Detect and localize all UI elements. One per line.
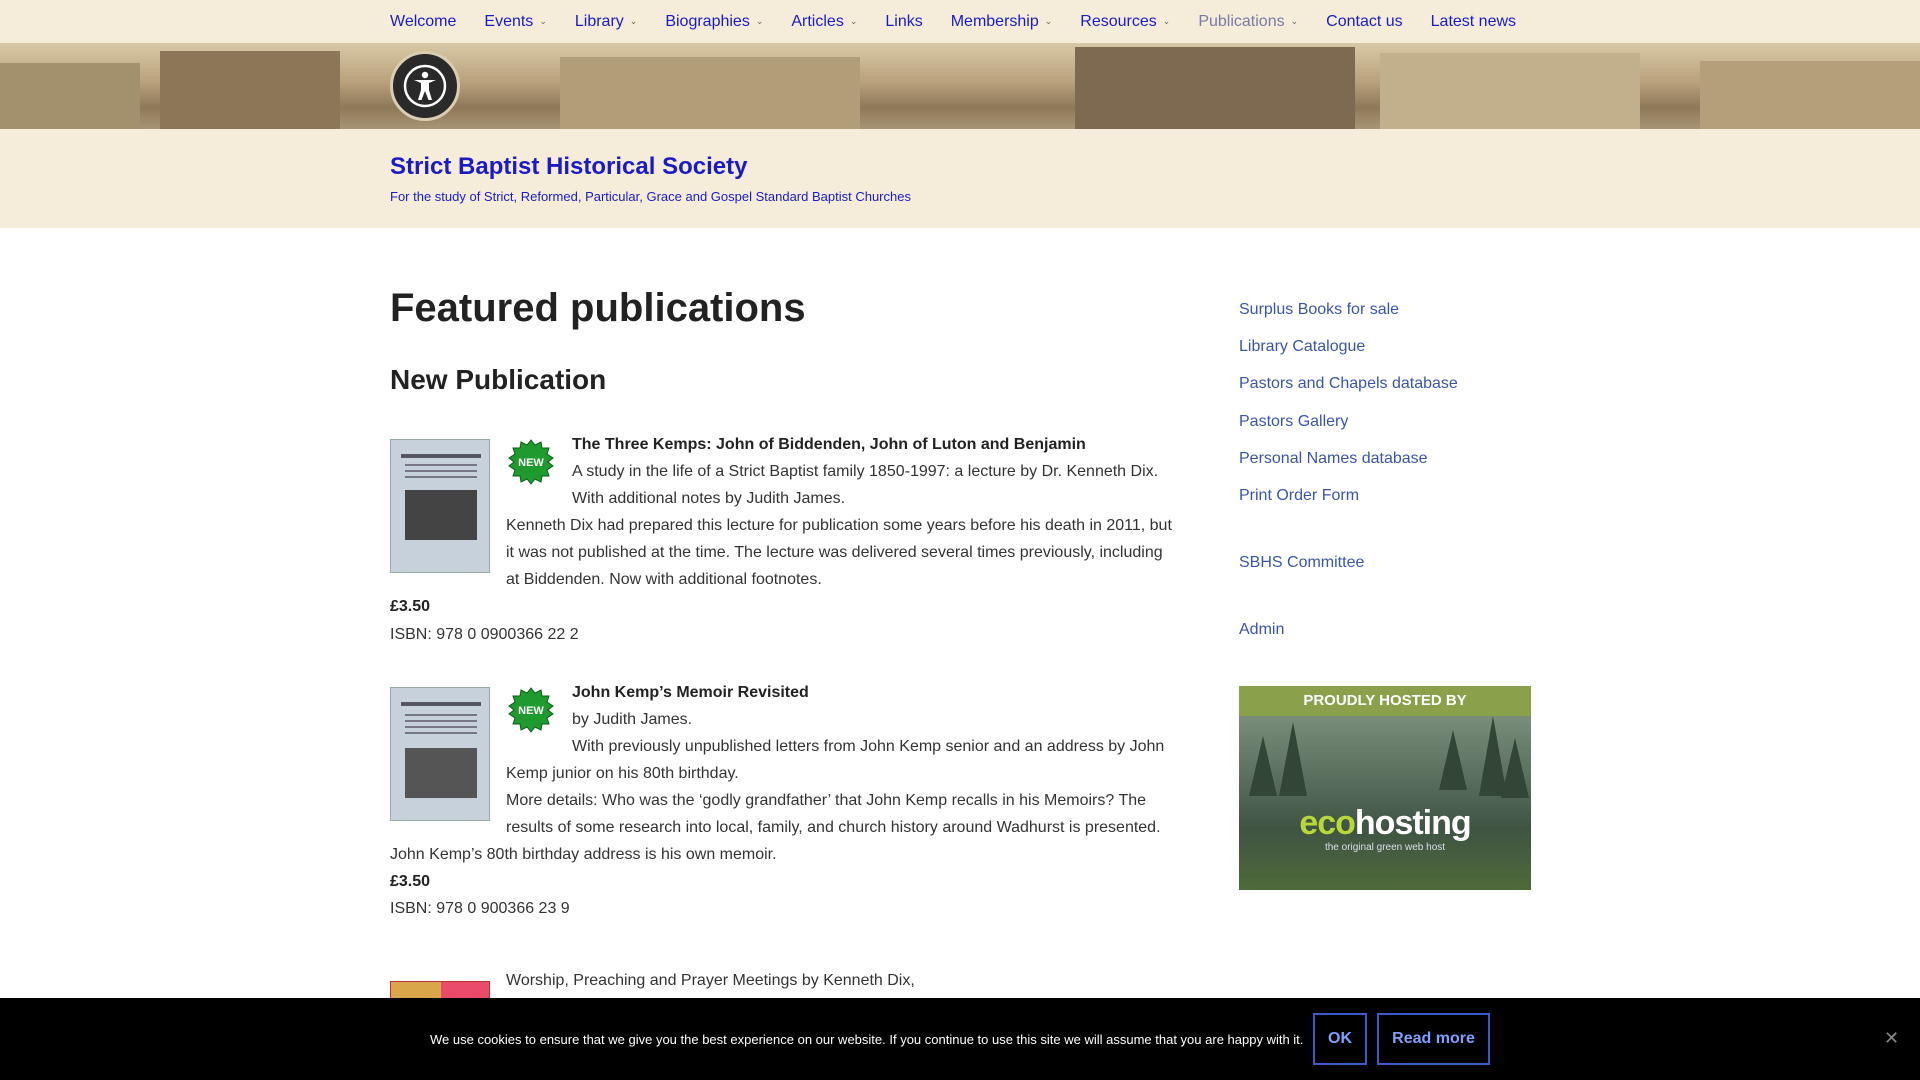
sidebar-link-personal-names-database[interactable]: Personal Names database [1239, 450, 1428, 467]
sidebar-link-pastors-chapels-database[interactable]: Pastors and Chapels database [1239, 375, 1458, 392]
header-banner-image [0, 43, 1920, 129]
banner-building [1700, 61, 1920, 129]
hosted-by-banner[interactable] [1239, 686, 1531, 890]
nav-item-resources[interactable] [1080, 13, 1170, 31]
chevron-down-icon[interactable]: ⌄ [849, 16, 858, 26]
publication-text: Kemp junior on his 80th birthday. [506, 765, 739, 782]
chevron-down-icon[interactable]: ⌄ [629, 16, 638, 26]
sidebar-link-pastors-gallery[interactable]: Pastors Gallery [1239, 413, 1349, 430]
banner-building [160, 51, 340, 129]
publication-text: With additional notes by Judith James. [572, 490, 846, 507]
site-header [0, 129, 1920, 228]
nav-item-articles[interactable] [791, 13, 857, 31]
publication-isbn: ISBN: 978 0 900366 23 9 [390, 900, 570, 917]
banner-building [1380, 53, 1640, 129]
publication-text: John Kemp’s 80th birthday address is his own memoir. [390, 846, 777, 863]
nav-item-publications[interactable] [1198, 13, 1298, 31]
new-badge-icon [508, 439, 554, 485]
chevron-down-icon[interactable]: ⌄ [1162, 16, 1171, 26]
publication-text: A study in the life of a Strict Baptist family 1850-1997: a lecture by Dr. Kenneth Dix. [572, 463, 1159, 480]
cookie-read-more-button[interactable]: Read more [1377, 1013, 1490, 1065]
nav-label: Biographies [665, 12, 750, 30]
nav-item-library[interactable] [575, 13, 637, 31]
cover-text-line [405, 714, 477, 716]
nav-label: Library [574, 12, 624, 30]
banner-building [1075, 47, 1355, 129]
cookie-notice-bar [0, 998, 1920, 1080]
publication-text: Worship, Preaching and Prayer Meetings by Kenneth Dix, [506, 972, 915, 989]
banner-building [560, 57, 860, 129]
nav-label: Membership [950, 12, 1039, 30]
publication-text: results of some research into local, family, and church history around Wadhurst is presented. [506, 819, 1161, 836]
publication-price: £3.50 [390, 598, 431, 615]
sidebar-link-surplus-books[interactable]: Surplus Books for sale [1239, 301, 1400, 318]
publication-text: With previously unpublished letters from John Kemp senior and an address by John [572, 738, 1165, 755]
publication-text: it was not published at the time. The lecture was delivered several times previously, including [506, 544, 1163, 561]
nav-label: Articles [791, 12, 844, 30]
ecohosting-logo [1239, 804, 1531, 843]
cover-text-line [405, 470, 477, 472]
nav-label: Latest news [1430, 12, 1517, 30]
chevron-down-icon[interactable]: ⌄ [1044, 16, 1053, 26]
nav-label: Links [885, 12, 923, 30]
logo-prefix: eco [1299, 804, 1355, 842]
publication-text: by Judith James. [572, 711, 693, 728]
nav-label: Publications [1198, 12, 1285, 30]
sidebar-link-sbhs-committee[interactable]: SBHS Committee [1239, 554, 1365, 571]
nav-label: Contact us [1326, 12, 1403, 30]
accessibility-button[interactable] [390, 51, 460, 121]
sidebar-link-admin[interactable]: Admin [1239, 621, 1285, 638]
cover-text-line [405, 720, 477, 722]
publication-price: £3.50 [390, 873, 431, 890]
cover-text-line [405, 464, 477, 466]
cover-photo [405, 748, 477, 798]
tree-shape [1249, 736, 1277, 796]
cover-text-line [405, 732, 477, 734]
cover-text-line [405, 476, 477, 478]
nav-item-links[interactable] [885, 13, 922, 31]
nav-item-welcome[interactable] [390, 13, 456, 31]
tree-shape [1439, 730, 1467, 790]
site-tagline: For the study of Strict, Reformed, Particular, Grace and Gospel Standard Baptist Churches [390, 189, 911, 204]
nav-item-latest-news[interactable] [1431, 13, 1516, 31]
tree-shape [1279, 722, 1307, 796]
publication-text: More details: Who was the ‘godly grandfather’ that John Kemp recalls in his Memoirs? The [506, 792, 1147, 809]
ecohosting-tagline: the original green web host [1324, 842, 1446, 853]
banner-building [0, 63, 140, 129]
sidebar-link-print-order-form[interactable]: Print Order Form [1239, 487, 1360, 504]
chevron-down-icon[interactable]: ⌄ [539, 16, 547, 26]
nav-item-events[interactable] [484, 13, 546, 31]
chevron-down-icon[interactable]: ⌄ [1290, 16, 1299, 26]
nav-label: Events [484, 12, 534, 30]
new-badge-icon [508, 687, 554, 733]
chevron-down-icon[interactable]: ⌄ [755, 16, 764, 26]
close-icon[interactable]: ✕ [1884, 1028, 1900, 1048]
cookie-ok-button[interactable]: OK [1313, 1013, 1367, 1065]
cover-title-bar [401, 702, 481, 706]
publication-text: at Biddenden. Now with additional footnotes. [506, 571, 822, 588]
cookie-message: We use cookies to ensure that we give you the best experience on our website. If you continue to use this site we will assume that you are happy with it. [430, 1032, 1304, 1047]
badge-label: NEW [518, 705, 544, 717]
nav-menu [390, 0, 1544, 43]
top-navigation [0, 0, 1920, 43]
site-title[interactable]: Strict Baptist Historical Society [390, 153, 748, 180]
nav-item-membership[interactable] [951, 13, 1053, 31]
nav-item-contact-us[interactable] [1326, 13, 1402, 31]
cover-photo [405, 490, 477, 540]
publication-text: Kenneth Dix had prepared this lecture for publication some years before his death in 2011, but [506, 517, 1172, 534]
book-cover-image[interactable] [390, 439, 490, 573]
cover-text-line [405, 726, 477, 728]
book-cover-image[interactable] [390, 687, 490, 821]
page-title: Featured publications [390, 286, 806, 330]
tree-shape [1501, 738, 1529, 798]
cover-title-bar [401, 454, 481, 458]
nav-label: Resources [1080, 12, 1157, 30]
nav-item-biographies[interactable] [665, 13, 763, 31]
publication-title: The Three Kemps: John of Biddenden, John of Luton and Benjamin [572, 436, 1086, 453]
hosted-by-label: PROUDLY HOSTED BY [1239, 686, 1531, 716]
badge-label: NEW [518, 457, 544, 469]
sidebar-link-library-catalogue[interactable]: Library Catalogue [1239, 338, 1366, 355]
section-title: New Publication [390, 364, 607, 395]
publication-isbn: ISBN: 978 0 0900366 22 2 [390, 626, 579, 643]
logo-suffix: hosting [1354, 804, 1471, 842]
publication-title: John Kemp’s Memoir Revisited [572, 684, 809, 701]
nav-label: Welcome [390, 12, 457, 30]
accessibility-icon [403, 64, 447, 108]
